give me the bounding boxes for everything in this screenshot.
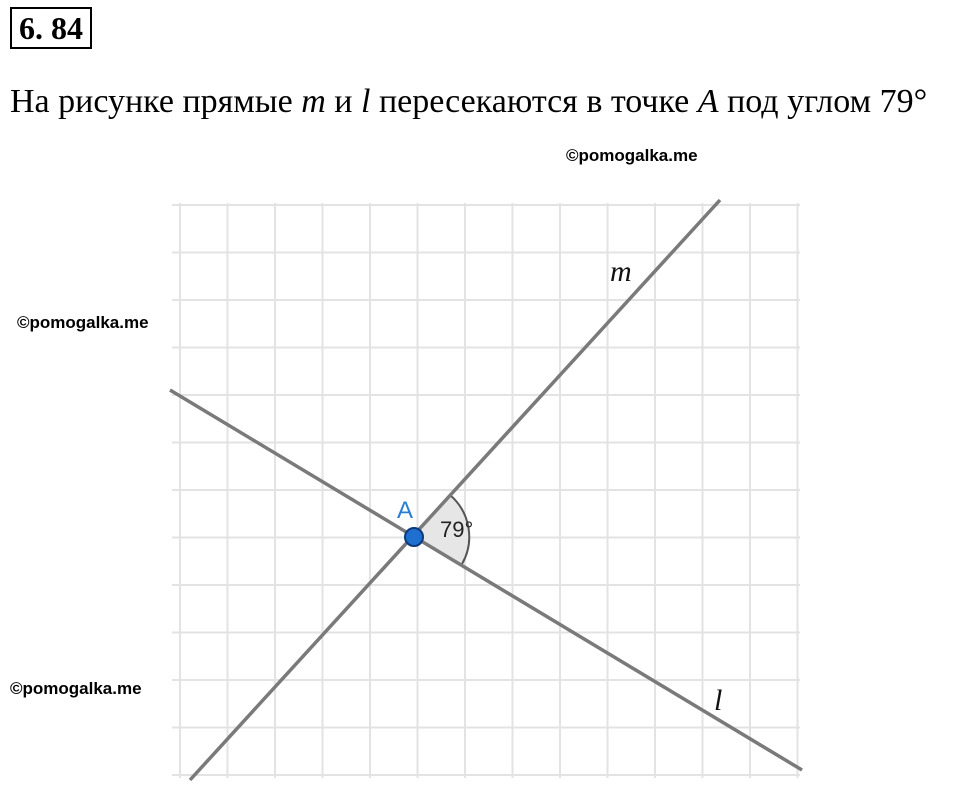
point-a-ref: A: [697, 83, 719, 120]
line-l: [170, 390, 802, 770]
watermark: ©pomogalka.me: [10, 679, 142, 698]
grid: [172, 203, 800, 778]
angle-label: 79°: [440, 517, 474, 542]
line-l-ref: l: [361, 83, 371, 120]
line-m-ref: m: [301, 83, 326, 120]
text-part: На рисунке прямые: [10, 83, 302, 120]
problem-number: 6. 84: [10, 7, 92, 49]
watermark: ©pomogalka.me: [17, 313, 149, 332]
line-l-label: l: [714, 684, 723, 717]
text-part: пересекаются в точке: [370, 83, 698, 120]
text-part: и: [325, 83, 361, 120]
watermark: ©pomogalka.me: [566, 146, 698, 165]
line-m-label: m: [610, 255, 632, 288]
point-a-label: A: [397, 497, 414, 524]
text-part: под углом 79°: [718, 83, 928, 120]
point-a: [405, 528, 423, 546]
